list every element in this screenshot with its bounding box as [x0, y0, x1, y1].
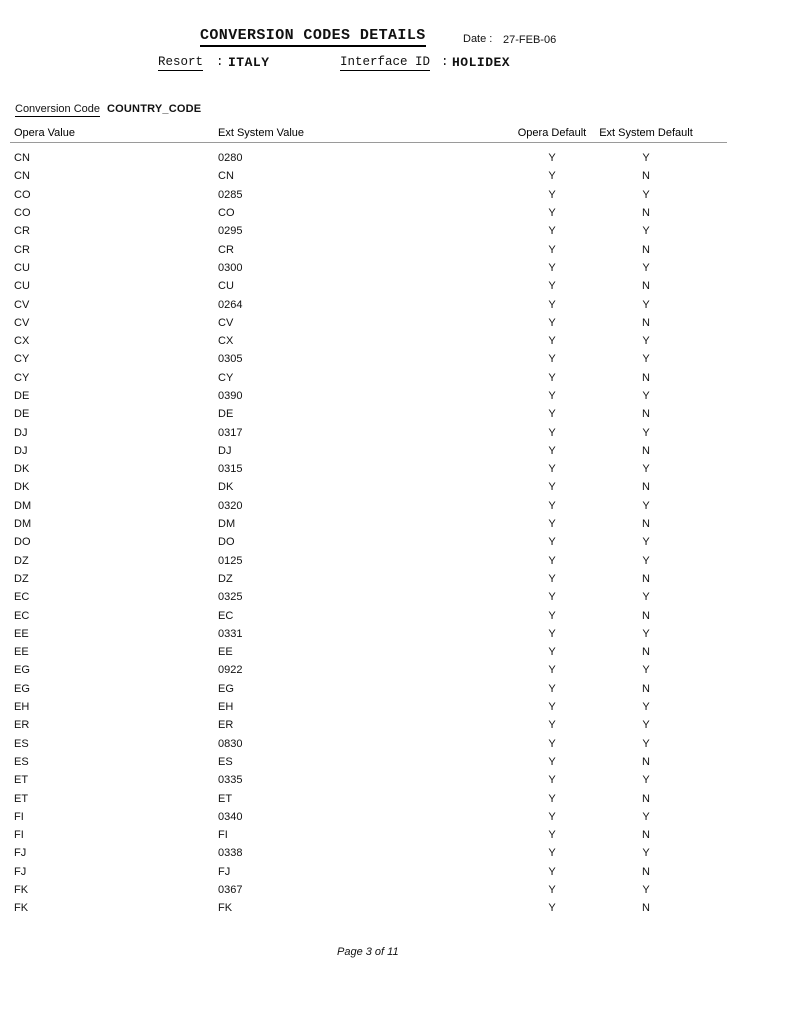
cell-ext-system-default: Y	[642, 591, 650, 604]
cell-opera-value: ES	[14, 755, 29, 768]
cell-ext-system-value: 0264	[218, 298, 243, 311]
cell-ext-system-default: N	[642, 316, 650, 329]
cell-opera-default: Y	[548, 243, 556, 256]
cell-ext-system-value: DJ	[218, 444, 232, 457]
cell-opera-value: EG	[14, 682, 30, 695]
column-header-opera-value: Opera Value	[14, 127, 75, 139]
interface-id-separator: :	[441, 55, 449, 69]
cell-ext-system-default: N	[642, 682, 650, 695]
table-row	[14, 332, 731, 350]
cell-ext-system-default: N	[642, 371, 650, 384]
table-row	[14, 369, 731, 387]
cell-opera-value: CN	[14, 152, 30, 165]
cell-ext-system-default: Y	[642, 152, 650, 165]
table-row	[14, 167, 731, 185]
table-row	[14, 387, 731, 405]
cell-ext-system-default: N	[642, 829, 650, 842]
cell-ext-system-default: N	[642, 481, 650, 494]
table-row	[14, 643, 731, 661]
cell-opera-value: ER	[14, 719, 30, 732]
cell-opera-default: Y	[548, 499, 556, 512]
cell-opera-default: Y	[548, 664, 556, 677]
cell-opera-default: Y	[548, 591, 556, 604]
cell-opera-default: Y	[548, 774, 556, 787]
conversion-code-value: COUNTRY_CODE	[107, 103, 202, 115]
table-row	[14, 478, 731, 496]
cell-opera-default: Y	[548, 353, 556, 366]
cell-opera-value: FJ	[14, 847, 27, 860]
cell-ext-system-default: Y	[642, 884, 650, 897]
cell-ext-system-value: 0125	[218, 554, 243, 567]
cell-ext-system-default: Y	[642, 298, 650, 311]
cell-ext-system-value: 0295	[218, 225, 243, 238]
cell-opera-default: Y	[548, 572, 556, 585]
cell-opera-value: CV	[14, 298, 30, 311]
cell-opera-default: Y	[548, 463, 556, 476]
page-number: Page 3 of 11	[337, 946, 399, 958]
column-header-ext-system-value: Ext System Value	[218, 127, 304, 139]
cell-opera-value: CU	[14, 261, 30, 274]
table-row	[14, 716, 731, 734]
cell-opera-value: DO	[14, 536, 31, 549]
cell-ext-system-value: 0338	[218, 847, 243, 860]
cell-ext-system-default: Y	[642, 261, 650, 274]
table-row	[14, 533, 731, 551]
cell-ext-system-value: 0300	[218, 261, 243, 274]
cell-opera-default: Y	[548, 426, 556, 439]
interface-id-label: Interface ID	[340, 55, 431, 69]
cell-opera-value: ET	[14, 792, 29, 805]
cell-ext-system-value: EG	[218, 682, 234, 695]
cell-opera-default: Y	[548, 261, 556, 274]
cell-ext-system-default: N	[642, 609, 650, 622]
cell-ext-system-value: 0317	[218, 426, 243, 439]
cell-ext-system-default: Y	[642, 664, 650, 677]
cell-opera-default: Y	[548, 280, 556, 293]
cell-ext-system-default: Y	[642, 463, 650, 476]
cell-ext-system-default: Y	[642, 426, 650, 439]
cell-ext-system-default: N	[642, 518, 650, 531]
cell-opera-value: EE	[14, 646, 29, 659]
cell-ext-system-default: N	[642, 865, 650, 878]
cell-ext-system-value: DO	[218, 536, 235, 549]
cell-opera-default: Y	[548, 335, 556, 348]
cell-ext-system-default: Y	[642, 335, 650, 348]
cell-opera-default: Y	[548, 554, 556, 567]
conversion-codes-table	[14, 127, 731, 917]
cell-opera-default: Y	[548, 152, 556, 165]
cell-ext-system-default: Y	[642, 810, 650, 823]
table-row	[14, 204, 731, 222]
cell-ext-system-default: Y	[642, 536, 650, 549]
table-row	[14, 295, 731, 313]
cell-ext-system-default: Y	[642, 627, 650, 640]
table-row	[14, 442, 731, 460]
cell-opera-default: Y	[548, 682, 556, 695]
cell-opera-default: Y	[548, 536, 556, 549]
cell-opera-value: FK	[14, 884, 29, 897]
table-row	[14, 899, 731, 917]
cell-ext-system-default: Y	[642, 188, 650, 201]
cell-ext-system-value: CR	[218, 243, 234, 256]
cell-opera-value: ET	[14, 774, 29, 787]
cell-opera-value: EC	[14, 609, 30, 622]
cell-ext-system-default: Y	[642, 701, 650, 714]
cell-ext-system-default: Y	[642, 225, 650, 238]
table-row	[14, 405, 731, 423]
conversion-code-label: Conversion Code	[15, 103, 100, 115]
cell-opera-default: Y	[548, 481, 556, 494]
table-row	[14, 625, 731, 643]
cell-opera-value: CV	[14, 316, 30, 329]
cell-ext-system-default: N	[642, 572, 650, 585]
cell-opera-value: DZ	[14, 554, 29, 567]
cell-opera-value: DJ	[14, 426, 28, 439]
cell-opera-value: FI	[14, 810, 24, 823]
cell-ext-system-default: Y	[642, 847, 650, 860]
cell-ext-system-value: 0335	[218, 774, 243, 787]
cell-ext-system-value: EE	[218, 646, 233, 659]
cell-ext-system-default: Y	[642, 390, 650, 402]
cell-ext-system-value: FK	[218, 902, 233, 915]
table-row	[14, 606, 731, 624]
cell-opera-default: Y	[548, 207, 556, 220]
cell-ext-system-default: Y	[642, 774, 650, 787]
cell-opera-value: CY	[14, 371, 30, 384]
cell-ext-system-value: 0340	[218, 810, 243, 823]
cell-ext-system-value: CY	[218, 371, 234, 384]
cell-opera-value: DE	[14, 408, 30, 421]
cell-opera-value: ES	[14, 737, 29, 750]
resort-label: Resort	[158, 55, 204, 69]
cell-opera-value: EG	[14, 664, 30, 677]
cell-opera-value: DJ	[14, 444, 28, 457]
cell-opera-value: CY	[14, 353, 30, 366]
table-row	[14, 771, 731, 789]
cell-ext-system-value: CU	[218, 280, 234, 293]
cell-ext-system-value: 0331	[218, 627, 243, 640]
date-value: 27-FEB-06	[503, 34, 557, 46]
cell-opera-default: Y	[548, 298, 556, 311]
table-row	[14, 552, 731, 570]
table-row	[14, 222, 731, 240]
cell-ext-system-default: Y	[642, 719, 650, 732]
cell-ext-system-value: 0830	[218, 737, 243, 750]
cell-ext-system-value: 0305	[218, 353, 243, 366]
cell-opera-default: Y	[548, 316, 556, 329]
cell-opera-default: Y	[548, 170, 556, 183]
cell-opera-default: Y	[548, 792, 556, 805]
cell-opera-value: CO	[14, 207, 31, 220]
cell-ext-system-value: ER	[218, 719, 234, 732]
cell-ext-system-value: DE	[218, 408, 234, 421]
table-row	[14, 186, 731, 204]
cell-ext-system-default: N	[642, 444, 650, 457]
table-row	[14, 698, 731, 716]
cell-opera-value: CO	[14, 188, 31, 201]
table-body	[14, 143, 731, 917]
table-row	[14, 460, 731, 478]
table-row	[14, 570, 731, 588]
cell-opera-value: CR	[14, 243, 30, 256]
cell-opera-default: Y	[548, 646, 556, 659]
cell-opera-default: Y	[548, 225, 556, 238]
cell-ext-system-value: 0390	[218, 390, 243, 402]
table-row	[14, 515, 731, 533]
table-row	[14, 680, 731, 698]
cell-opera-value: FK	[14, 902, 29, 915]
cell-opera-value: DM	[14, 499, 32, 512]
cell-ext-system-default: N	[642, 792, 650, 805]
cell-ext-system-default: N	[642, 207, 650, 220]
table-row	[14, 661, 731, 679]
cell-opera-value: EE	[14, 627, 29, 640]
cell-opera-default: Y	[548, 390, 556, 402]
table-row	[14, 423, 731, 441]
cell-ext-system-default: N	[642, 243, 650, 256]
cell-opera-value: EH	[14, 701, 30, 714]
cell-ext-system-value: DM	[218, 518, 236, 531]
cell-opera-value: DM	[14, 518, 32, 531]
cell-opera-default: Y	[548, 810, 556, 823]
table-row	[14, 314, 731, 332]
cell-ext-system-value: ES	[218, 755, 233, 768]
table-row	[14, 808, 731, 826]
cell-opera-default: Y	[548, 902, 556, 915]
resort-separator: :	[216, 55, 224, 69]
cell-ext-system-default: Y	[642, 499, 650, 512]
cell-ext-system-default: N	[642, 408, 650, 421]
cell-ext-system-default: Y	[642, 353, 650, 366]
cell-opera-default: Y	[548, 701, 556, 714]
table-row	[14, 844, 731, 862]
cell-opera-default: Y	[548, 371, 556, 384]
interface-id-value: HOLIDEX	[452, 55, 511, 70]
column-header-opera-default: Opera Default	[517, 127, 587, 139]
cell-ext-system-default: Y	[642, 554, 650, 567]
cell-ext-system-value: ET	[218, 792, 233, 805]
column-header-ext-system-default: Ext System Default	[599, 127, 693, 139]
cell-opera-value: DK	[14, 481, 30, 494]
cell-ext-system-value: 0367	[218, 884, 243, 897]
cell-opera-value: CR	[14, 225, 30, 238]
cell-opera-default: Y	[548, 444, 556, 457]
cell-opera-value: DK	[14, 463, 30, 476]
cell-opera-default: Y	[548, 737, 556, 750]
table-row	[14, 240, 731, 258]
table-row	[14, 735, 731, 753]
cell-ext-system-value: CX	[218, 335, 234, 348]
cell-opera-value: FI	[14, 829, 24, 842]
cell-ext-system-value: 0320	[218, 499, 243, 512]
cell-opera-default: Y	[548, 719, 556, 732]
resort-value: ITALY	[228, 55, 270, 70]
table-row	[14, 789, 731, 807]
table-row	[14, 259, 731, 277]
cell-ext-system-value: 0315	[218, 463, 243, 476]
table-row	[14, 497, 731, 515]
cell-opera-value: CN	[14, 170, 30, 183]
cell-ext-system-default: N	[642, 280, 650, 293]
cell-opera-value: DE	[14, 390, 30, 402]
table-row	[14, 277, 731, 295]
report-title: CONVERSION CODES DETAILS	[200, 27, 426, 47]
cell-ext-system-value: CN	[218, 170, 234, 183]
cell-opera-value: FJ	[14, 865, 27, 878]
cell-opera-default: Y	[548, 847, 556, 860]
cell-opera-default: Y	[548, 518, 556, 531]
cell-ext-system-value: 0325	[218, 591, 243, 604]
cell-opera-default: Y	[548, 865, 556, 878]
date-label: Date :	[463, 33, 493, 45]
cell-opera-value: CX	[14, 335, 30, 348]
cell-opera-default: Y	[548, 829, 556, 842]
cell-ext-system-value: DK	[218, 481, 234, 494]
cell-opera-default: Y	[548, 408, 556, 421]
cell-opera-default: Y	[548, 755, 556, 768]
cell-ext-system-value: 0922	[218, 664, 243, 677]
cell-ext-system-value: CO	[218, 207, 235, 220]
cell-ext-system-default: N	[642, 646, 650, 659]
table-header-row	[14, 127, 731, 141]
cell-ext-system-value: FI	[218, 829, 228, 842]
cell-ext-system-value: 0280	[218, 152, 243, 165]
table-row	[14, 588, 731, 606]
cell-ext-system-value: EC	[218, 609, 234, 622]
table-row	[14, 753, 731, 771]
table-row	[14, 881, 731, 899]
table-row	[14, 826, 731, 844]
cell-ext-system-default: N	[642, 902, 650, 915]
table-row	[14, 149, 731, 167]
table-row	[14, 863, 731, 881]
table-row	[14, 350, 731, 368]
cell-ext-system-value: DZ	[218, 572, 233, 585]
cell-ext-system-default: N	[642, 170, 650, 183]
cell-opera-value: EC	[14, 591, 30, 604]
cell-opera-default: Y	[548, 609, 556, 622]
cell-ext-system-default: N	[642, 755, 650, 768]
cell-ext-system-value: EH	[218, 701, 234, 714]
cell-ext-system-value: CV	[218, 316, 234, 329]
cell-opera-value: DZ	[14, 572, 29, 585]
cell-ext-system-value: 0285	[218, 188, 243, 201]
cell-opera-default: Y	[548, 627, 556, 640]
cell-ext-system-value: FJ	[218, 865, 231, 878]
cell-opera-default: Y	[548, 884, 556, 897]
cell-opera-default: Y	[548, 188, 556, 201]
cell-ext-system-default: Y	[642, 737, 650, 750]
cell-opera-value: CU	[14, 280, 30, 293]
